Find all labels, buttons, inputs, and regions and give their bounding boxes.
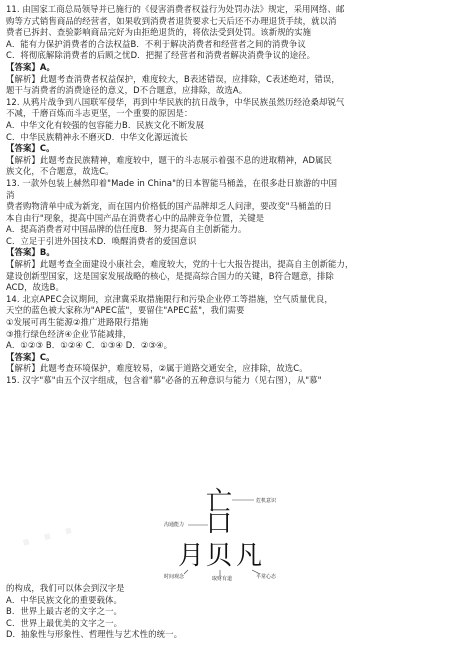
text-line: 费者购物清单中成为新宠，而在国内价格低的国产品牌却乏人问津，要改变"马桶盖的日 — [6, 201, 332, 212]
analysis-line: 【解析】此题考查民族精神，难度较中，题干的斗志展示着强不息的进取精神，AD属民 — [6, 154, 332, 165]
option-line: D．抽象性与形象性、哲理性与艺术性的统一。 — [6, 629, 183, 640]
annotation-bottom-center: 取财有道 — [212, 576, 233, 582]
annotation-bottom-left: 时间观念 — [164, 574, 185, 580]
analysis-line: ACD，故选B。 — [6, 282, 64, 293]
analysis-line: 【解析】此题考查全面建设小康社会，难度较大，党的十七大报告提出，提高自主创新能力， — [6, 259, 354, 270]
character-bottom-left: 月 — [178, 541, 205, 571]
option-line: A．中华文化有较强的包容能力B．民族文化不断发展 — [6, 119, 205, 130]
option-line: A．中华民族文化的重要载体。 — [6, 594, 123, 605]
option-line: B．世界上最古老的文字之一。 — [6, 606, 123, 617]
text-line: ③推行绿色经济④企业节能减排， — [6, 328, 132, 339]
text-line: ①发展可再生能源②推广进路限行措施 — [6, 317, 149, 328]
analysis-line: 【解析】此题考查环境保护，难度较易，②属于道路交通安全，应排除，故选C。 — [6, 363, 308, 374]
character-top: 亡 — [206, 487, 233, 517]
character-middle: 口 — [206, 509, 233, 539]
answer-line: 【答案】A。 — [6, 61, 55, 72]
option-line: A．能有力保护消费者的合法权益B．不利于解决消费者和经营者之间的消费争议 — [6, 38, 306, 49]
answer-line: 【答案】B。 — [6, 247, 55, 258]
option-line: A．提高消费者对中国品牌的信任度B．努力提高自主创新能力。 — [6, 224, 247, 235]
text-line: 费者已拆封、查验影响商品完好为由拒绝退货的，将依法受到处罚。该新规的实施 — [6, 27, 312, 38]
option-line: C．将彻底解除消费者的后顾之忧D．把握了经营者和消费者解决消费争议的途径。 — [6, 50, 316, 61]
analysis-line: 题干与消费者的消费途径的意义，D不合题意，应排除，故选A。 — [6, 85, 248, 96]
text-line: 消 — [6, 189, 15, 200]
text-line: 13. 一款外包装上赫然印着"Made in China"的日本智能马桶盖，在很多赴日旅游的中国 — [6, 177, 338, 188]
analysis-line: 【解析】此题考查消费者权益保护，难度较大，B表述错误，应排除，C表述绝对，错误， — [6, 73, 340, 84]
answer-line: 【答案】C。 — [6, 143, 55, 154]
annotation-top-right: 危机意识 — [256, 498, 277, 504]
question-15-continuation — [6, 583, 452, 641]
analysis-line: 建设创新型国家，这是国家发展战略的核心，是提高综合国力的关键，B符合题意，排除 — [6, 270, 334, 281]
answer-line: 【答案】C。 — [6, 351, 55, 362]
option-line: C．世界上最优美的文字之一。 — [6, 617, 123, 628]
text-line: 购等方式销售商品的经营者，如果收到消费者退货要求七天后还不办理退货手续，就以消 — [6, 15, 337, 26]
option-line: C．中华民族精神永不磨灭D．中华文化源远流长 — [6, 131, 188, 142]
option-line: C．立足于引进外国技术D．唤醒消费者的爱国意识 — [6, 235, 197, 246]
annotation-leader-lines — [160, 488, 300, 588]
text-line: 天空的蓝色被大家称为"APEC蓝"，要留住"APEC蓝"，我们需要 — [6, 305, 245, 316]
analysis-line: 族文化，不合题意，故选C。 — [6, 166, 114, 177]
character-bottom-right: 凡 — [236, 541, 263, 571]
question-text — [6, 4, 452, 387]
text-line: 不减，千磨百炼而斗志更坚，一个重要的原因是： — [6, 108, 193, 119]
text-line: 本自由行"现象，提高中国产品在消费者心中的品牌竞争位置，关键是 — [6, 212, 265, 223]
character-bottom-center: 贝 — [206, 541, 233, 571]
text-line: 11. 由国家工商总局领导并已施行的《侵害消费者权益行为处罚办法》规定，采用网络、邮 — [6, 4, 345, 14]
text-line: 12. 从鸦片战争到八国联军侵华，再到中华民族的抗日战争，中华民族虽然历经沧桑却锐气 — [6, 96, 345, 107]
text-line: 15. 汉字"慕"由五个汉字组成，包含着"慕"必备的五种意识与能力（见右图），从"慕" — [6, 375, 322, 385]
annotation-bottom-right: 平常心态 — [256, 574, 277, 580]
annotation-left: 沟通能力 — [164, 522, 185, 528]
watermark: · · · — [16, 513, 79, 562]
text-line: 14. 北京APEC会议期间，京津冀采取措施限行和污染企业停工等措施，空气质量优良， — [6, 293, 333, 304]
text-line: 的构成，我们可以体会到汉字是 — [6, 583, 125, 593]
option-line: A．①②③ B．①②④ C．①③④ D．②③④。 — [6, 340, 173, 351]
